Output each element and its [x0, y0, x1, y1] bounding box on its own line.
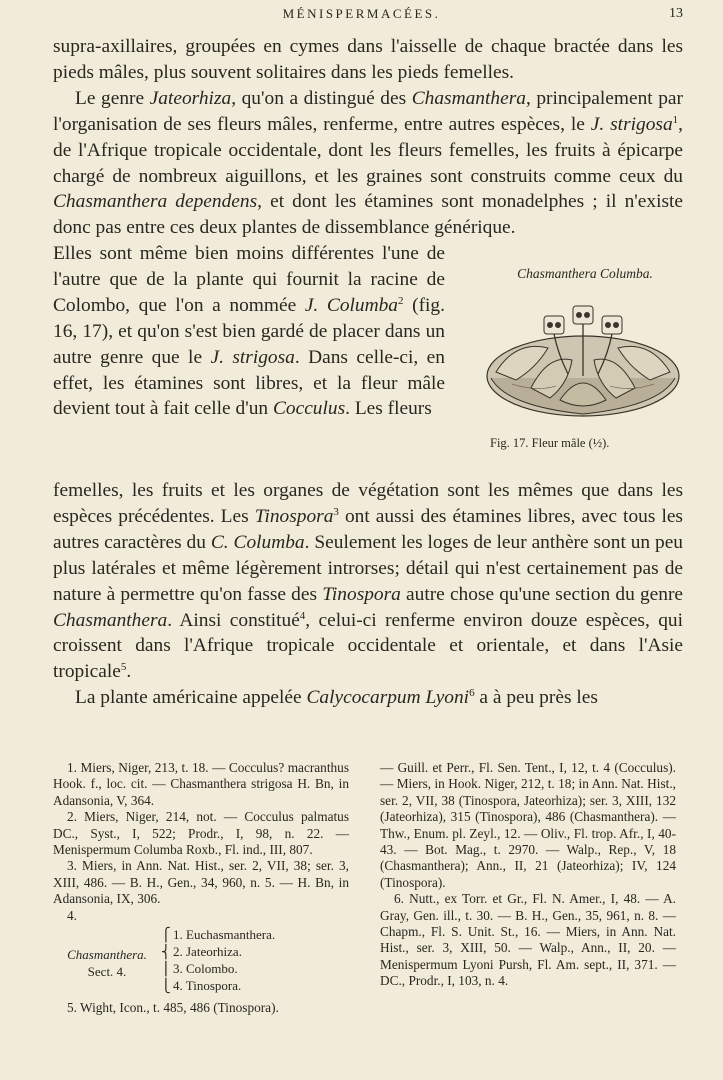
footnote-4-number: 4. — [67, 907, 77, 923]
footnote-6: 6. Nutt., ex Torr. et Gr., Fl. N. Amer., I, 48. — A. Gray, Gen. ill., t. 30. — B. H., Gen., 35, 961, n. 8. — Chapm., Fl. S. Unit. St., 16. — Miers, in Ann. Nat. Hist., ser. 3, XIII, 50. — Walp., Ann., II, 20. — Menispermum Lyoni Pursh, Fl. Am. sept., II, 371. — DC., Prodr., I, 103, n. 4. — [380, 891, 676, 989]
section-item: 2. Jateorhiza. — [173, 944, 242, 960]
figure-17 — [470, 264, 700, 464]
paragraph-1: supra-axillaires, groupées en cymes dans l'aisselle de chaque bractée dans les pieds mâles, plus souvent solitaires dans les pieds femelles. — [53, 36, 683, 83]
footnote-2: 2. Miers, Niger, 214, not. — Cocculus palmatus DC., Syst., I, 522; Prodr., I, 98, n. 22. — Menispermum Columba Roxb., Fl. ind., III, 807. — [53, 809, 349, 858]
paragraph-5: La plante américaine appelée Calycocarpum Lyoni$^6$ a à peu près les — [75, 687, 598, 709]
page-number: 13 — [669, 6, 683, 21]
paragraph-3: Elles sont même bien moins différentes l'une de l'autre que de la plante qui fournit la racine de Colombo, que l'on a nommée J. Columba$^2$ (fig. 16, 17), et qu'on s'est bien gardé de placer dans un autre genre que le J. strigosa. Dans celle-ci, en effet, les étamines sont libres, et la fleur mâle devient tout à fait celle d'un Cocculus. Les fleurs — [53, 243, 445, 420]
running-header — [0, 6, 723, 26]
footnote-4-sections — [53, 926, 349, 1000]
footnote-ref-3: 3 — [333, 505, 339, 518]
body-text-top — [53, 34, 683, 241]
footnote-5: 5. Wight, Icon., t. 485, 486 (Tinospora). — [67, 1000, 279, 1016]
running-title: MÉNISPERMACÉES. — [282, 6, 441, 21]
section-item: 4. Tinospora. — [173, 978, 242, 994]
section-list — [173, 926, 275, 994]
figure-title: Chasmanthera Columba. — [517, 266, 653, 281]
footnote-ref-4: 4 — [299, 609, 306, 622]
paragraph-2: Le genre Jateorhiza, qu'on a distingué des Chasmanthera, principalement par l'organisation de ses fleurs mâles, renferme, entre autres espèces, le J. strigosa$^1$, de l'Afrique tropicale occidentale, dont les fleurs femelles, les fruits à épicarpe chargé de nombreux aiguillons, et les graines sont construits comme ceux du Chasmanthera dependens, et dont les étamines sont monadelphes ; il n'existe donc pas entre ces deux plantes de dissemblance générique. — [53, 87, 683, 239]
footnote-3: 3. Miers, in Ann. Nat. Hist., ser. 2, VII, 38; ser. 3, XIII, 486. — B. H., Gen., 34, 960, n. 5. — H. Bn, in Adansonia, IX, 306. — [53, 858, 349, 907]
male-flower-illustration — [476, 288, 690, 432]
footnote-ref-5: 5 — [120, 661, 127, 674]
body-text-bottom — [53, 478, 683, 711]
paragraph-4: femelles, les fruits et les organes de végétation sont les mêmes que dans les espèces précédentes. Les Tinospora$^3$ ont aussi des étamines libres, avec tous les autres caractères du C. Columba. Seulement les loges de leur anthère sont un peu plus latérales et même légèrement introrses; détail qui n'est certainement pas de nature à permettre qu'on fasse des Tinospora autre chose qu'une section du genre Chasmanthera. Ainsi constitué$^4$, celui-ci renferme environ douze espèces, qui croissent dans l'Afrique tropicale occidentale et orientale, et dans l'Asie tropicale$^5$. — [53, 480, 684, 683]
footnote-1: 1. Miers, Niger, 213, t. 18. — Cocculus? macranthus Hook. f., loc. cit. — Chasmanthera strigosa H. Bn, in Adansonia, V, 364. — [53, 760, 349, 808]
footnotes-right-column — [380, 760, 676, 990]
footnote-ref-1: 1 — [672, 113, 679, 126]
body-text-wrap — [53, 241, 445, 422]
section-item: 1. Euchasmanthera. — [173, 927, 276, 943]
brace-glyph: ⎧ ⎨ ⎪ ⎩ — [161, 927, 171, 994]
section-item: 3. Colombo. — [173, 961, 238, 977]
footnotes-left-column — [53, 760, 349, 1016]
footnote-4-label: Chasmanthera. Sect. 4. — [67, 947, 147, 980]
figure-caption: Fig. 17. Fleur mâle (½). — [490, 436, 610, 450]
footnote-5-continued: — Guill. et Perr., Fl. Sen. Tent., I, 12, t. 4 (Cocculus). — Miers, in Hook. Niger, 212, t. 18; in Ann. Nat. Hist., ser. 2, VII, 38 (Tinospora, Jateorhiza); ser. 3, XIII, 132 (Jateorhiza), 315 (Tinospora), 486 (Chasmanthera). — Thw., Enum. pl. Zeyl., 12. — Oliv., Fl. trop. Afr., I, 40-43. — Bot. Mag., t. 2970. — Walp., Rep., V, 18 (Chasmanthera); Ann., II, 21 (Jateorhiza); IV, 124 (Tinospora). — [380, 760, 676, 890]
footnote-ref-2: 2 — [398, 294, 404, 307]
footnote-ref-6: 6 — [469, 687, 475, 700]
